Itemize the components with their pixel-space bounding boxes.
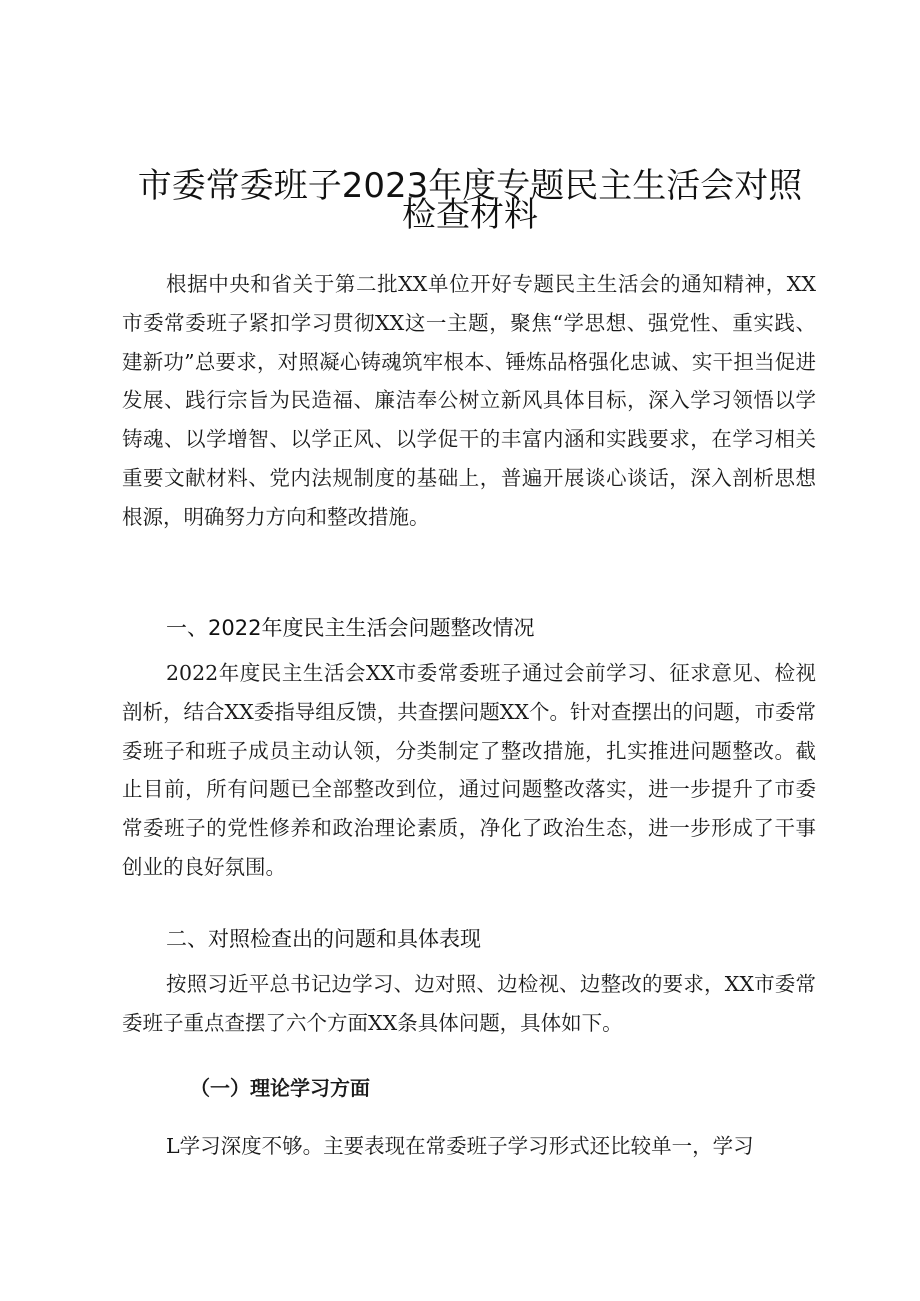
subsection1-heading: （一）理论学习方面: [190, 1076, 370, 1100]
item1-paragraph: L学习深度不够。主要表现在常委班子学习形式还比较单一，学习: [166, 1134, 754, 1158]
section2-heading: 二、对照检查出的问题和具体表现: [166, 927, 481, 951]
intro-paragraph: 根据中央和省关于第二批XX单位开好专题民主生活会的通知精神，XX市委常委班子紧扣学习贯彻XX这一主题，聚焦“学思想、强党性、重实践、建新功”总要求，对照凝心铸魂筑牢根本、锤炼品格强化忠诚、实干担当促进发展、践行宗旨为民造福、廉洁奉公树立新风具体目标，深入学习领悟以学铸魂、以学增智、以学正风、以学促干的丰富内涵和实践要求，在学习相关重要文献材料、党内法规制度的基础上，普遍开展谈心谈话，深入剖析思想根源，明确努力方向和整改措施。: [122, 272, 816, 529]
section1-paragraph: 2022年度民主生活会XX市委常委班子通过会前学习、征求意见、检视剖析，结合XX委指导组反馈，共查摆问题XX个。针对查摆出的问题，市委常委班子和班子成员主动认领，分类制定了整改措施，扎实推进问题整改。截止目前，所有问题已全部整改到位，通过问题整改落实，进一步提升了市委常委班子的党性修养和政治理论素质，净化了政治生态，进一步形成了干事创业的良好氛围。: [122, 661, 816, 879]
document-title-line1: 市委常委班子2023年度专题民主生活会对照: [137, 166, 803, 206]
document-title-line2: 检查材料: [402, 195, 538, 235]
section2-paragraph: 按照习近平总书记边学习、边对照、边检视、边整改的要求，XX市委常委班子重点查摆了六个方面XX条具体问题，具体如下。: [122, 972, 816, 1035]
section1-heading: 一、2022年度民主生活会问题整改情况: [166, 616, 535, 640]
